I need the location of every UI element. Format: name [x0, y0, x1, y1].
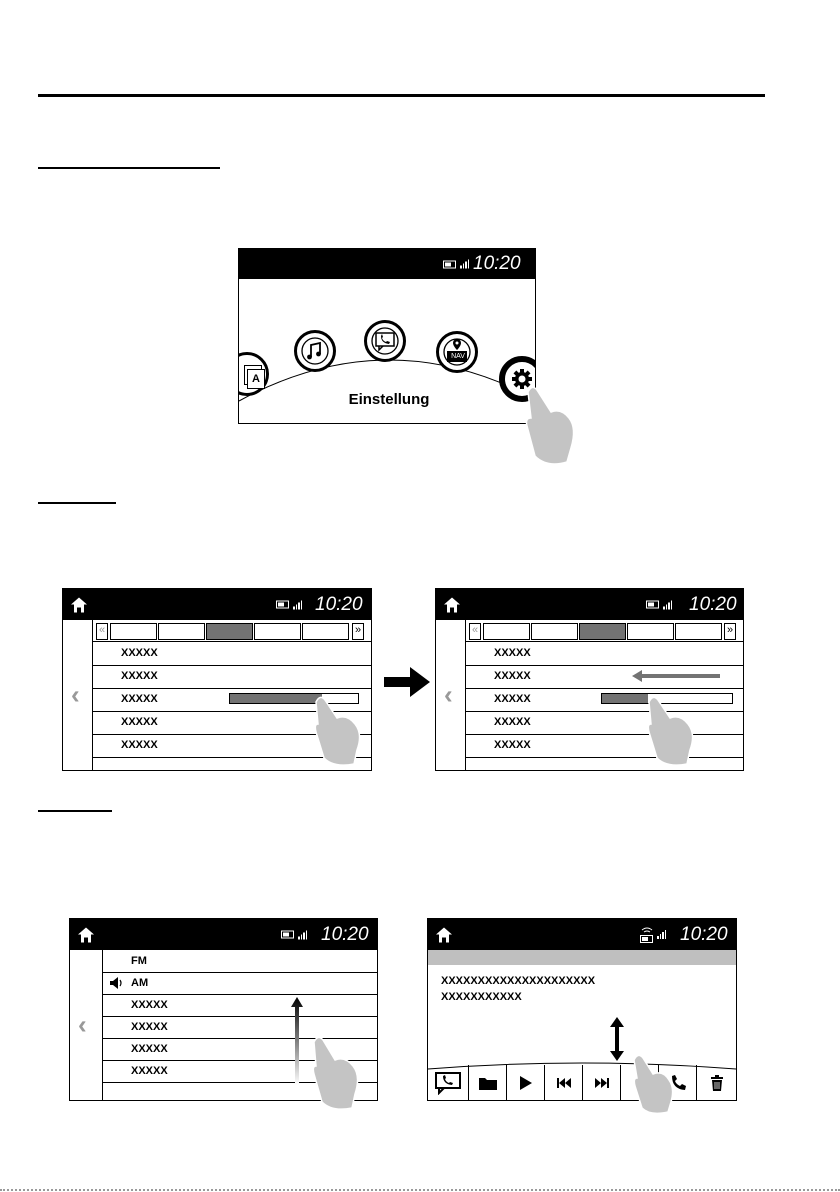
message-header-bar [428, 950, 736, 965]
tab[interactable] [110, 623, 157, 640]
back-chevron-icon[interactable]: ‹ [71, 679, 80, 710]
message-screen [427, 918, 737, 1101]
finger-swipe-icon [628, 1050, 688, 1116]
clock: 10:20 [680, 923, 728, 945]
back-chevron-icon[interactable]: ‹ [78, 1009, 87, 1040]
list-item[interactable]: XXXXX [103, 1038, 377, 1061]
sidebar [436, 620, 466, 770]
message-button[interactable] [428, 1065, 468, 1100]
message-line-1: XXXXXXXXXXXXXXXXXXXXX [441, 975, 596, 987]
list-item[interactable]: XXXXX [466, 711, 743, 735]
clock: 10:20 [689, 593, 737, 615]
next-button[interactable] [582, 1065, 620, 1100]
list-item[interactable]: XXXXX [93, 642, 371, 666]
tab[interactable] [158, 623, 205, 640]
signal-icon [293, 600, 302, 609]
home-icon[interactable] [78, 927, 94, 942]
folder-button[interactable] [468, 1065, 506, 1100]
status-bar [63, 589, 371, 620]
list-item[interactable]: XXXXX [466, 642, 743, 666]
apps-badge: A [247, 369, 265, 389]
play-button[interactable] [506, 1065, 544, 1100]
list-item[interactable]: XXXXX [93, 711, 371, 735]
finger-tap-icon [520, 380, 580, 470]
tab-active[interactable] [206, 623, 253, 640]
list-item[interactable]: XXXXX [93, 688, 371, 712]
scroll-right-icon[interactable]: » [724, 623, 736, 640]
status-icons [281, 930, 307, 939]
status-icons [276, 600, 302, 609]
status-bar [428, 919, 736, 950]
previous-button[interactable] [544, 1065, 582, 1100]
trash-icon [711, 1075, 723, 1091]
scroll-right-icon[interactable]: » [352, 623, 364, 640]
tab-active[interactable] [579, 623, 626, 640]
status-bar [436, 589, 743, 620]
signal-icon [298, 930, 307, 939]
battery-icon [646, 601, 659, 609]
message-icon [434, 1071, 462, 1095]
message-line-2: XXXXXXXXXXX [441, 991, 522, 1003]
tab[interactable] [483, 623, 530, 640]
battery-icon [281, 931, 294, 939]
section-heading-3-underline [38, 810, 112, 812]
list-item[interactable]: XXXXX [466, 734, 743, 758]
tab[interactable] [675, 623, 722, 640]
clock: 10:20 [473, 253, 521, 274]
status-icons [443, 260, 469, 269]
status-bar [239, 249, 535, 279]
footer-dotted-line [0, 1189, 840, 1191]
section-heading-1-underline [38, 167, 220, 169]
list-item[interactable]: XXXXX [103, 1016, 377, 1039]
status-bar [70, 919, 377, 950]
section-heading-2-underline [38, 502, 116, 504]
tab[interactable] [627, 623, 674, 640]
signal-icon [663, 600, 672, 609]
tab-strip [93, 620, 371, 642]
back-chevron-icon[interactable]: ‹ [444, 679, 453, 710]
scroll-up-arrow-icon [290, 997, 304, 1085]
clock: 10:20 [315, 593, 363, 615]
sidebar [70, 950, 103, 1100]
list-item[interactable]: XXXXX [103, 994, 377, 1017]
nav-badge: NAV [451, 353, 465, 360]
clock: 10:20 [321, 923, 369, 945]
status-icons [646, 600, 672, 609]
delete-button[interactable] [696, 1065, 736, 1100]
list-item[interactable]: XXXXX [466, 688, 743, 712]
battery-icon [276, 601, 289, 609]
finger-swipe-icon [306, 1030, 366, 1110]
list-item[interactable]: FM [103, 950, 377, 973]
signal-icon [460, 260, 469, 269]
sidebar [63, 620, 93, 770]
nav-icon[interactable] [436, 331, 478, 373]
list-item[interactable]: XXXXX [93, 734, 371, 758]
phone-icon[interactable] [364, 320, 406, 362]
home-icon[interactable] [444, 597, 460, 612]
previous-icon [557, 1078, 571, 1088]
tab[interactable] [302, 623, 349, 640]
music-icon[interactable] [294, 330, 336, 372]
scroll-left-icon[interactable]: « [469, 623, 481, 640]
speaker-icon [110, 977, 124, 989]
scroll-updown-arrow-icon [609, 1017, 625, 1061]
folder-icon [479, 1076, 497, 1090]
list-item[interactable]: XXXXX [466, 665, 743, 689]
home-icon[interactable] [71, 597, 87, 612]
transition-arrow-icon [384, 665, 432, 699]
play-icon [520, 1076, 532, 1090]
swipe-left-arrow-icon [632, 668, 724, 684]
signal-icon [657, 930, 666, 939]
home-icon[interactable] [436, 927, 452, 942]
status-icons [640, 927, 666, 943]
list-item-active[interactable]: AM [103, 972, 377, 995]
tab[interactable] [531, 623, 578, 640]
list-item[interactable]: XXXXX [103, 1060, 377, 1083]
launcher-label: Einstellung [348, 391, 430, 408]
home-screen-figure [238, 248, 536, 424]
wifi-icon [641, 927, 653, 934]
finger-drag-icon [641, 690, 701, 766]
tab-strip [466, 620, 743, 642]
finger-drag-icon [308, 690, 368, 766]
list-item[interactable]: XXXXX [93, 665, 371, 689]
tab[interactable] [254, 623, 301, 640]
battery-icon [443, 260, 456, 268]
battery-icon [640, 935, 653, 943]
top-rule [38, 94, 765, 97]
next-icon [595, 1078, 609, 1088]
bottom-toolbar [428, 1065, 736, 1100]
scroll-left-icon[interactable]: « [96, 623, 108, 640]
